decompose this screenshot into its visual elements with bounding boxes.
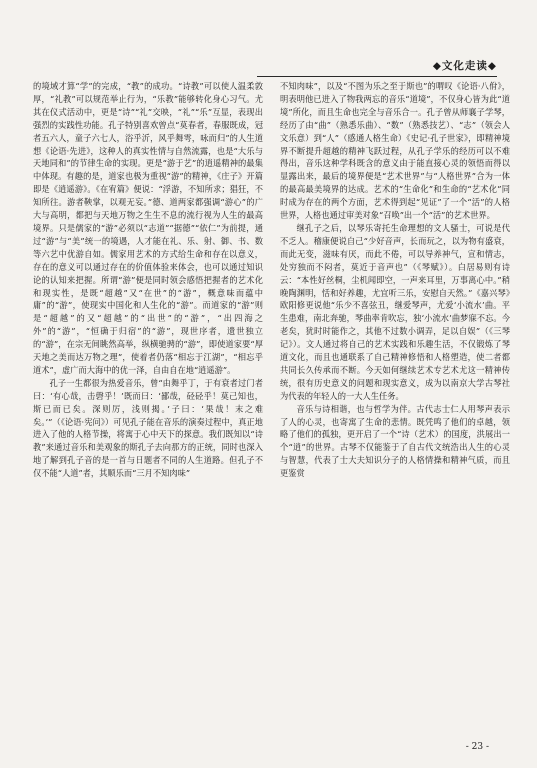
paragraph: 的境域才算“学”的完成，“教”的成功。“诗教”可以使人温柔敦厚，“礼教”可以规范举止行为，“乐教”能够转化身心习气。尤其在仪式活动中，更是“诗”“礼”交映，“礼”“乐”互显，表现出强烈的实践性功能。孔子特别喜欢曾点“莫春者，春服既成，冠者五六人，童子六七人，浴乎沂，风乎舞雩，咏而归”的人生道想《论语·先进》，这种人的真实性情与自然流露，也是“大乐与天地同和”的节律生命的实现。更是“游于艺”的逍遥精神的最集中体现。有趣的是，道家也极为重视“游”的精神，《庄子》开篇即是《逍遥游》。《在宥篇》便说：“浮游，不知所求；猖狂，不知所往。游者鞅掌，以观无妄。”德、道两家都强调“游心”的广大与高明，都把与天地万物之生生不息的流行视为人生的最高境界。只是儒家的“游”必须以“志道”“据德”“依仁”为前提，通过“游”与“美”统一的境遇，人才能在礼、乐、射、御、书、数等六艺中优游自如。儒家用艺术的方式给生命和存在以意义，存在的意义可以通过存在的价值体验来体会，也可以通过知识论的认知来把握。所谓“游”便是同时领会感悟把握者的艺术化和现实性，是既“超越”又“在世”的“游”，概意味而蕴中庸”的“游”，使现实中国化和人生化的“游”。而道家的“游”则是“超越”的又“超越”的“出世”的“游”，“出四海之外”的“游”，“恒确于归宿”的“游”，现世序者，遗世独立的“游”，在宗无间眺然高举，纵横驰骋的“游”，即使道家要“厚天地之美而达万物之理”，使着者仍落“相忘于江湖”，“相忘乎道术”，虚广而大海中的优一泽，自由自在地“逍遥游”。 (33, 81, 263, 375)
paragraph: 继孔子之后，以琴乐寄托生命理想的文人骚士，可说是代不乏人。稽康便说自己“少好音声，长而玩之，以为物有盛衰，而此无变，滋味有厌，而此不倦，可以导养神气，宣和情志，处穷独而不闷者，莫近于音声也”（《琴赋》）。白居易则有诗云：“本性好丝桐，尘机闻即空，一声来耳里，万事离心中。”稍晚陶渊明，恬和好养趣，尤宜听三乐，安慰自天然。”《嘉兴琴》欧阳修更说他“乐少不喜弦丑，继爱琴声，尤爱‘小流水’曲。平生患难，南北奔驰，琴曲率肯吹忘，独‘小流水’曲梦寐不忘。今老矣，犹时时能作之，其他不过数小调弄，足以自娱”（《三琴记》）。文人通过将自己的艺术实践和乐趣生活，不仅锻炼了琴道文化，而且也通联系了自己精神修悟和人格塑造，使二者都共同长久传承而不断。今天如何继续艺术专艺术尤这一精神传统，很有历史意义的问题和现实意义，成为以南京大学古琴社为代表的年轻人的一大人生任务。 (280, 222, 510, 401)
right-text-column (280, 80, 510, 740)
page-header (257, 52, 497, 78)
page-number: - 23 - (465, 742, 489, 752)
section-title: ◆文化走读◆ (432, 60, 497, 72)
header-rule (257, 76, 497, 77)
paragraph: 孔子一生都很为热爱音乐，曾“由舞乎丁，于有衰者过门者曰：‘有心哉，击磬乎！’既而曰：‘鄙哉，硁硁乎！莫己知也，斯已而已矣。深则厉，浅则揭。’子曰：‘果哉！末之难矣。’”（《论语·宪问》）可见孔子能在音乐的演奏过程中，真正地进入了他的人格节操，将寓于心中天下的探意。我们既知以“诗教”来通过音乐和美观象的斯孔子去向那方的正统，同时也深入地了解到孔子音的是一首与日题者不同的人生道路。但孔子不仅不能“人道”者，其顺乐而“三月不知肉味” (33, 377, 263, 479)
paragraph: 不知肉味”，以及“不图为乐之至于斯也”的喟叹《论语·八佾》，明表明他已进入了物我两忘的音乐“道境”，不仅身心皆为此“道境”所化，而且生命也完全与音乐合一。孔子曾从师襄子学琴，经历了由“曲”（熟悉乐曲）、“数”（熟悉技艺）、“志”（领会人文乐意）到“人”（感通人格生命）《史记·孔子世家》，即精神境界不断提升超越的精神飞跃过程，从孔子学乐的经历可以不难得出，音乐这种学科既含的意义由于能直接心灵的领悟而得以显露出来，最后的境界便是“艺术世界”与“人格世界”合为一体的最高最美境界的达成。艺术的“生命化”和生命的“艺术化”同时成为存在的两个方面，艺术得到起“见证”了一个“活”的人格世界，人格也通过审美对象“召唤”出一个“活”的艺术世界。 (280, 81, 510, 221)
left-text-column (33, 80, 263, 740)
paragraph: 音乐与诗相谐，也与哲学为伴。古代志士仁人用琴声表示了人的心灵，也寄寓了生命的悲情。既凭鸣了他们的卓越，领略了他们的孤独，更开启了一个“诗（艺术）的国度，洪展出一个“逍”的世界。古琴不仅能鉴于了自古代文统浩出人生的心灵与智慧，代表了士大夫知识分子的人格情操和精神气质，而且更鉴赏 (280, 403, 510, 479)
